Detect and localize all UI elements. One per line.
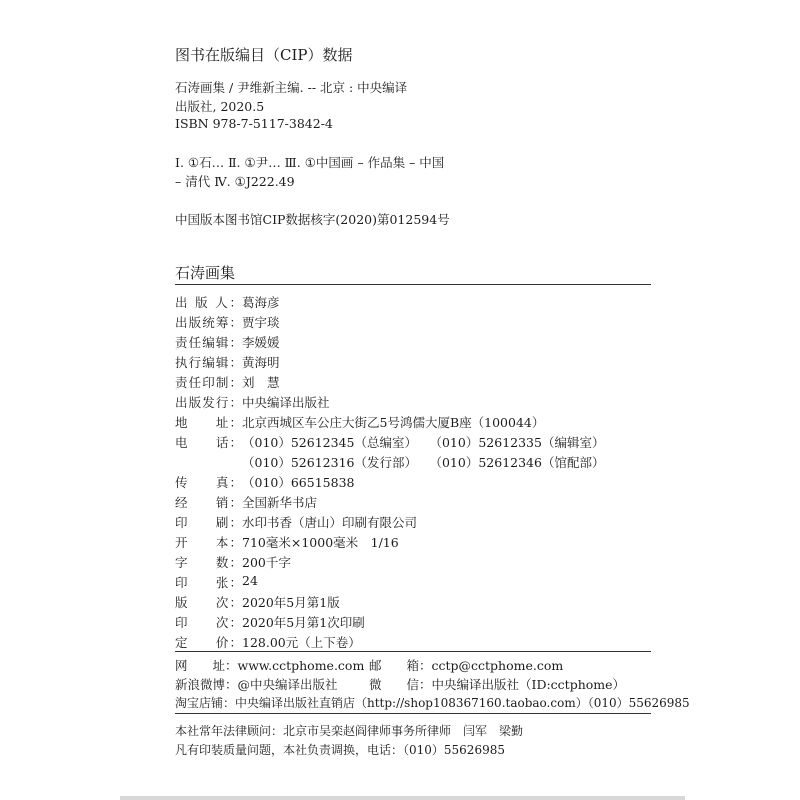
credit-row: [175, 393, 330, 411]
detail-label: 经 销：: [175, 495, 242, 510]
credit-value: 刘 慧: [242, 375, 280, 390]
cip-classification: Ⅰ. ①石… Ⅱ. ①尹… Ⅲ. ①中国画 – 作品集 – 中国: [175, 155, 445, 170]
detail-value: 2020年5月第1版: [242, 595, 340, 610]
credit-row: [175, 313, 280, 331]
detail-value: 全国新华书店: [242, 495, 318, 510]
weibo-text: 新浪微博：@中央编译出版社: [175, 677, 338, 692]
detail-row-sheets: [175, 573, 258, 591]
cip-line: 石涛画集 / 尹维新主编. -- 北京 : 中央编译: [175, 80, 408, 95]
cip-record-number: 中国版本图书馆CIP数据核字(2020)第012594号: [175, 212, 450, 227]
detail-row-printing: [175, 613, 365, 631]
book-title: 石涛画集: [175, 264, 236, 282]
detail-label: 电 话：: [175, 435, 242, 450]
credit-label: 出 版 人：: [175, 295, 242, 310]
credit-value: 黄海明: [242, 355, 280, 370]
detail-row-printer: [175, 513, 417, 531]
credit-row: [175, 293, 280, 311]
detail-value: 200千字: [242, 555, 291, 570]
cip-isbn: ISBN 978-7-5117-3842-4: [175, 116, 333, 131]
credit-row: [175, 373, 280, 391]
credit-label: 责任编辑：: [175, 335, 242, 350]
detail-label: 传 真：: [175, 475, 242, 490]
detail-label: 版 次：: [175, 595, 242, 610]
detail-row-word-count: [175, 553, 291, 571]
credit-value: 中央编译出版社: [242, 395, 330, 410]
credit-label: 出版发行：: [175, 395, 242, 410]
detail-value: 北京西城区车公庄大街乙5号鸿儒大厦B座（100044）: [242, 415, 545, 430]
divider: [175, 713, 651, 714]
detail-value: （010）52612345（总编室） （010）52612335（编辑室）: [242, 435, 605, 450]
legal-counsel: 本社常年法律顾问：北京市吴栾赵阎律师事务所律师 闫军 梁勤: [175, 724, 524, 738]
detail-value: 128.00元（上下卷）: [242, 635, 361, 650]
detail-value: （010）52612316（发行部） （010）52612346（馆配部）: [242, 455, 605, 470]
website-text: 网 址：www.cctphome.com: [175, 658, 365, 673]
detail-value: 水印书香（唐山）印刷有限公司: [242, 515, 418, 530]
credit-label: 执行编辑：: [175, 355, 242, 370]
detail-value: 2020年5月第1次印刷: [242, 615, 365, 630]
detail-row-edition: [175, 593, 340, 611]
email-text: 邮 箱：cctp@cctphome.com: [369, 658, 564, 673]
page-edge-band: [120, 796, 685, 800]
detail-row-format: [175, 533, 399, 551]
wechat-text: 微 信：中央编译出版社（ID:cctphome）: [369, 677, 626, 692]
divider: [175, 284, 651, 285]
detail-row-phone: [175, 433, 604, 451]
credit-row: [175, 333, 280, 351]
detail-label: 地 址：: [175, 415, 242, 430]
detail-label: 印 张：: [175, 575, 242, 590]
detail-label: 字 数：: [175, 555, 242, 570]
detail-row-distributor: [175, 493, 317, 511]
detail-label: [175, 453, 242, 471]
detail-value: （010）66515838: [242, 475, 355, 490]
credit-value: 葛海彦: [242, 295, 280, 310]
credit-label: 出版统筹：: [175, 315, 242, 330]
detail-row-address: [175, 413, 544, 431]
credit-value: 贾宇琰: [242, 315, 280, 330]
divider: [175, 651, 651, 652]
detail-row-price: [175, 633, 361, 651]
detail-row-fax: [175, 473, 354, 491]
detail-value: 710毫米×1000毫米 1/16: [242, 535, 399, 550]
detail-row-phone-cont: [175, 453, 604, 471]
cip-line: 出版社, 2020.5: [175, 99, 265, 114]
detail-label: 印 次：: [175, 615, 242, 630]
credit-value: 李媛媛: [242, 335, 280, 350]
taobao-shop-text: 淘宝店铺：中央编译出版社直销店（http://shop108367160.taobao.com）（010）55626985: [175, 696, 690, 710]
detail-label: 开 本：: [175, 535, 242, 550]
quality-notice: 凡有印装质量问题，本社负责调换，电话：（010）55626985: [175, 743, 505, 757]
credit-label: 责任印制：: [175, 375, 242, 390]
cip-classification-cont: – 清代 Ⅳ. ①J222.49: [175, 174, 295, 189]
detail-label: 定 价：: [175, 635, 242, 650]
detail-label: 印 刷：: [175, 515, 242, 530]
credit-row: [175, 353, 280, 371]
detail-value: 24: [242, 573, 258, 588]
cip-title: 图书在版编目（CIP）数据: [175, 46, 353, 64]
